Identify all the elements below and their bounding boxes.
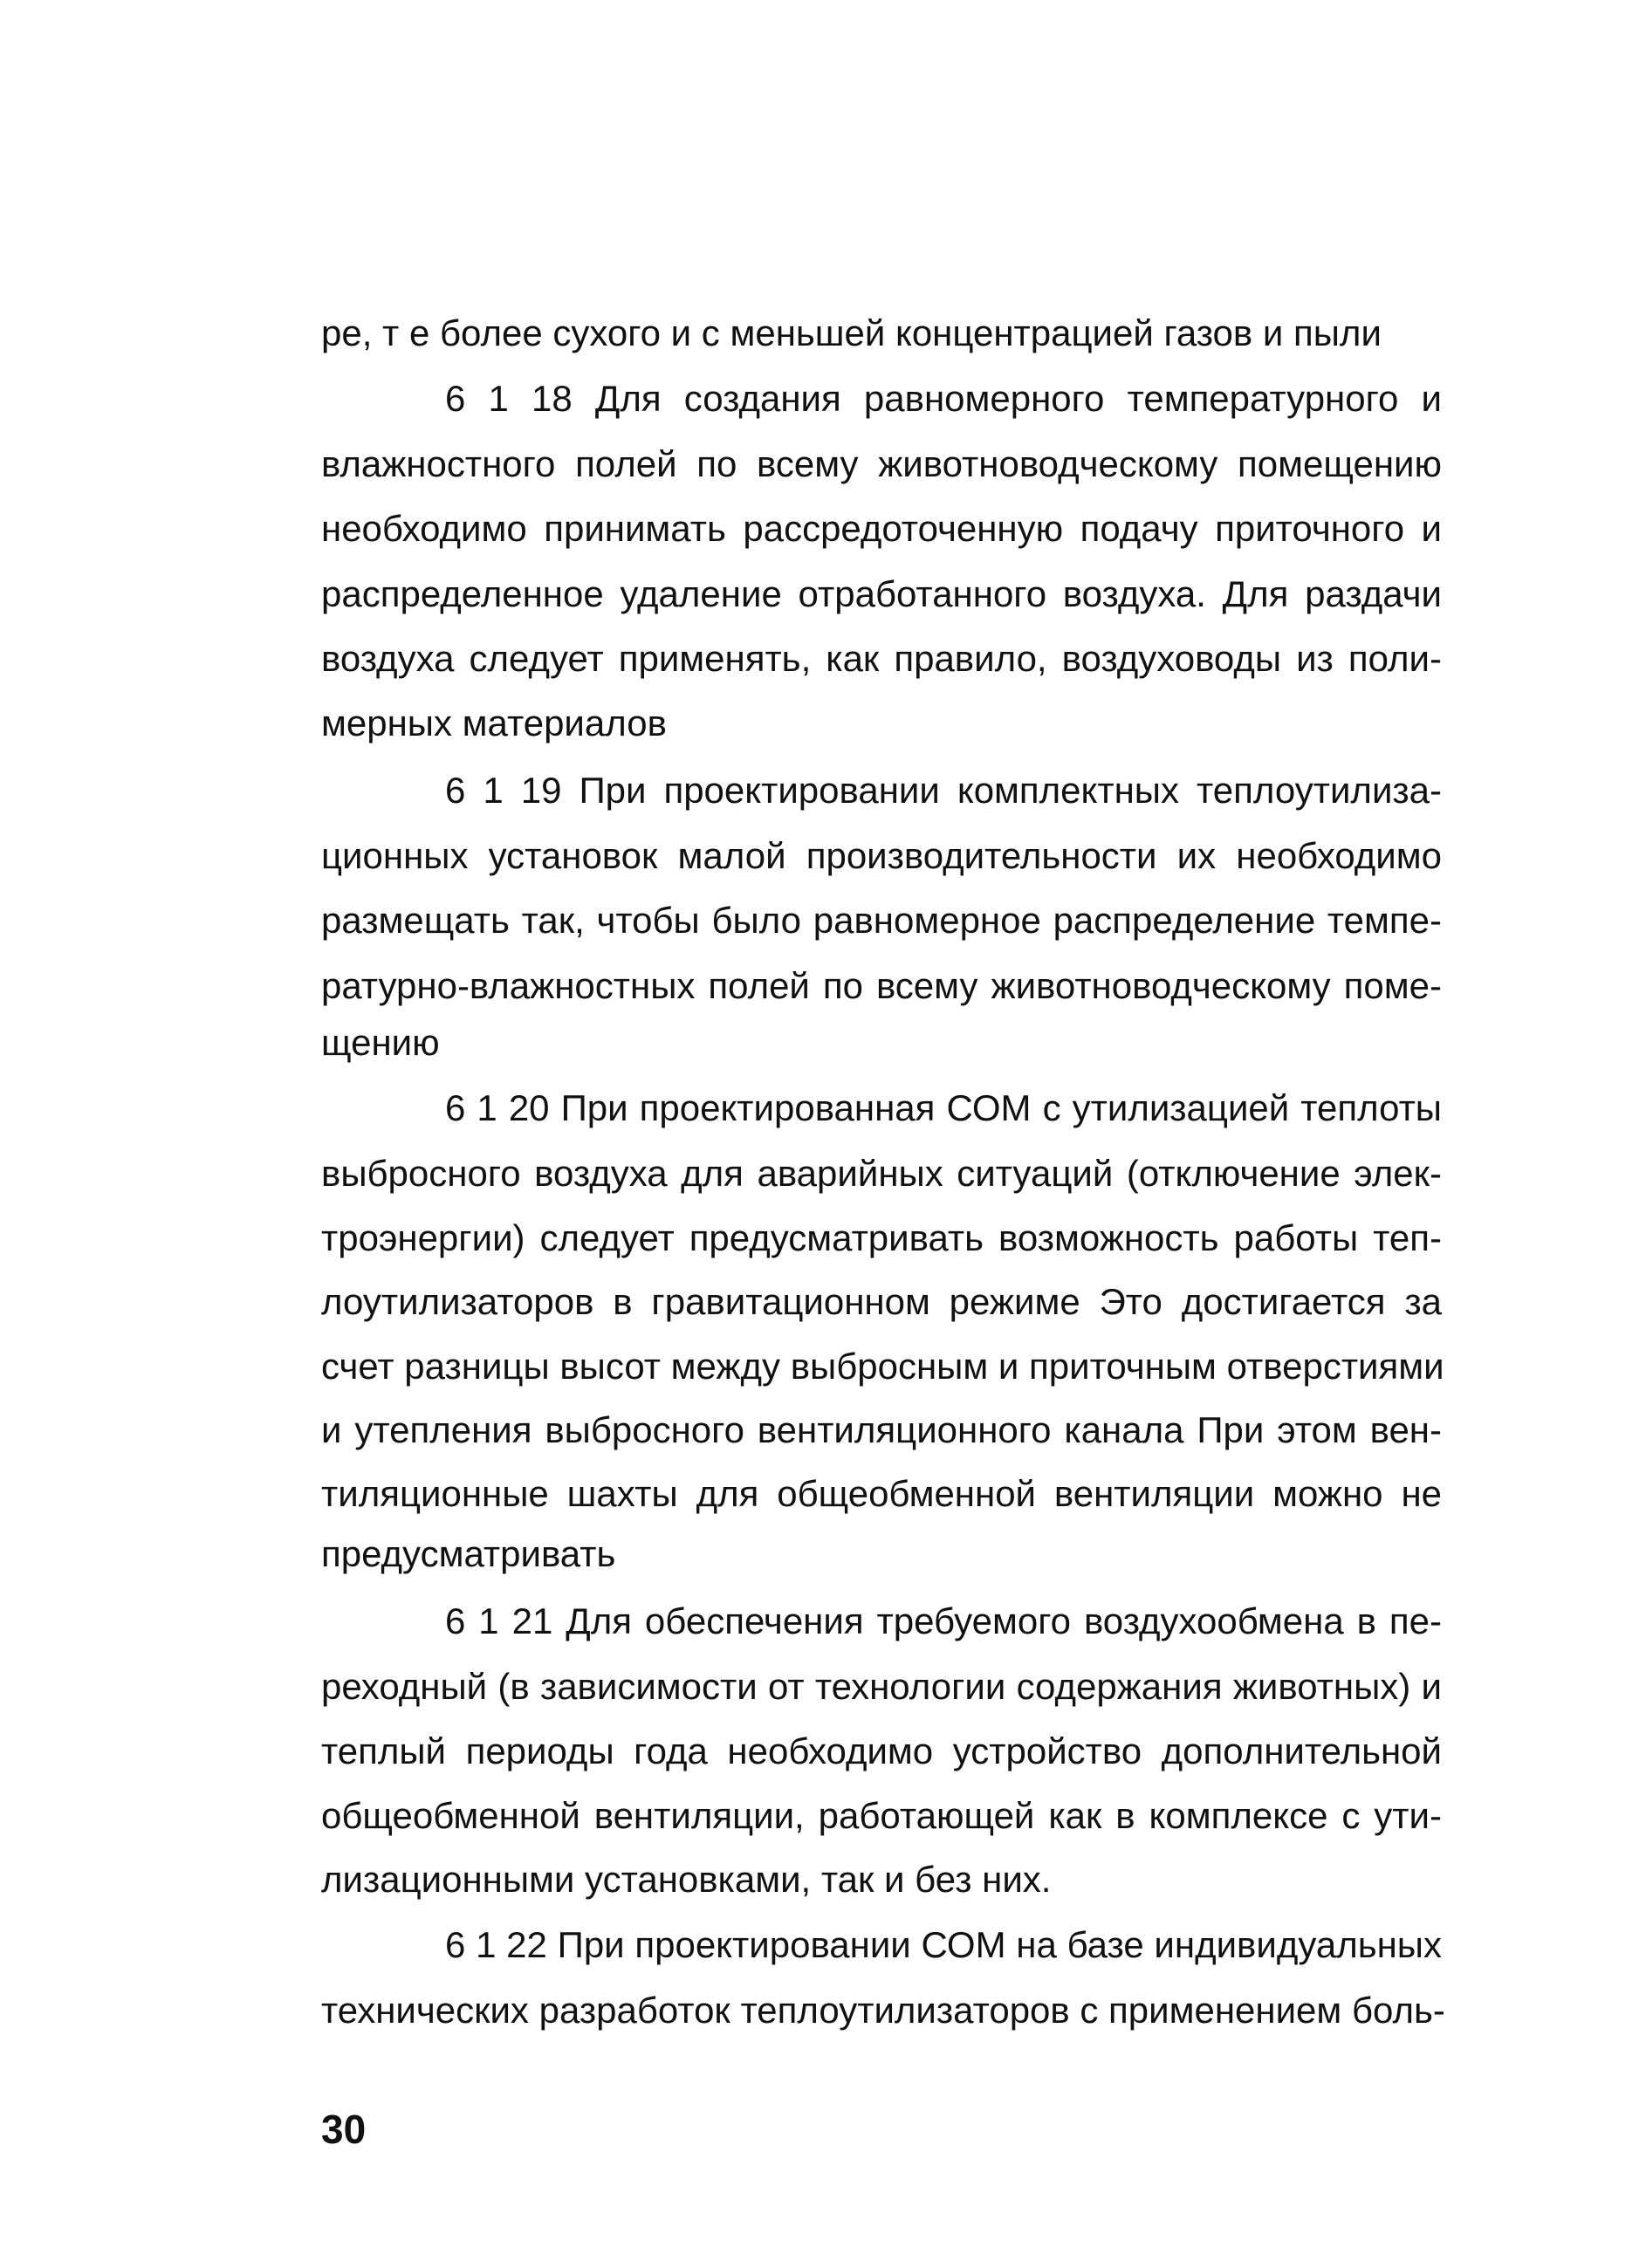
text-line: распределенное удаление отработанного воздуха. Для раздачи: [321, 573, 1442, 614]
text-line: теплый периоды года необходимо устройство дополнительной: [321, 1730, 1442, 1771]
text-line: технических разработок теплоутилизаторов с применением боль-: [321, 1990, 1445, 2031]
text-line: предусматривать: [321, 1533, 616, 1574]
text-line: лизационными установками, так и без них.: [321, 1859, 1052, 1900]
text-line: троэнергии) следует предусматривать возможность работы теп-: [321, 1217, 1442, 1258]
text-line: тиляционные шахты для общеобменной вентиляции можно не: [321, 1473, 1442, 1514]
paragraph-6-1-21-heading: 6 1 21 Для обеспечения требуемого воздухообмена в пе-: [445, 1600, 1442, 1641]
text-line: ре, т е более сухого и с меньшей концентрацией газов и пыли: [321, 312, 1382, 353]
paragraph-6-1-20-heading: 6 1 20 При проектированная СОМ с утилизацией теплоты: [445, 1087, 1442, 1128]
page-number: 30: [321, 2107, 367, 2152]
text-line: общеобменной вентиляции, работающей как в комплексе с ути-: [321, 1795, 1442, 1836]
paragraph-6-1-19-heading: 6 1 19 При проектировании комплектных теплоутилиза-: [445, 770, 1442, 811]
text-line: размещать так, чтобы было равномерное распределение темпе-: [321, 900, 1442, 941]
paragraph-6-1-18-heading: 6 1 18 Для создания равномерного температурного и: [445, 378, 1442, 419]
text-line: реходный (в зависимости от технологии содержания животных) и: [321, 1666, 1442, 1707]
text-line: выбросного воздуха для аварийных ситуаций (отключение элек-: [321, 1153, 1442, 1194]
text-line: счет разницы высот между выбросным и приточным отверстиями: [321, 1346, 1444, 1387]
text-line: влажностного полей по всему животноводческому помещению: [321, 443, 1442, 484]
text-line: щению: [321, 1022, 440, 1063]
text-line: необходимо принимать рассредоточенную подачу приточного и: [321, 508, 1442, 549]
text-line: ратурно-влажностных полей по всему животноводческому поме-: [321, 965, 1442, 1006]
text-line: ционных установок малой производительности их необходимо: [321, 835, 1442, 876]
text-line: воздуха следует применять, как правило, воздуховоды из поли-: [321, 638, 1442, 679]
text-line: мерных материалов: [321, 702, 667, 743]
text-line: лоутилизаторов в гравитационном режиме Это достигается за: [321, 1281, 1442, 1322]
text-line: и утепления выбросного вентиляционного канала При этом вен-: [321, 1409, 1442, 1450]
paragraph-6-1-22-heading: 6 1 22 При проектировании СОМ на базе индивидуальных: [445, 1924, 1442, 1965]
